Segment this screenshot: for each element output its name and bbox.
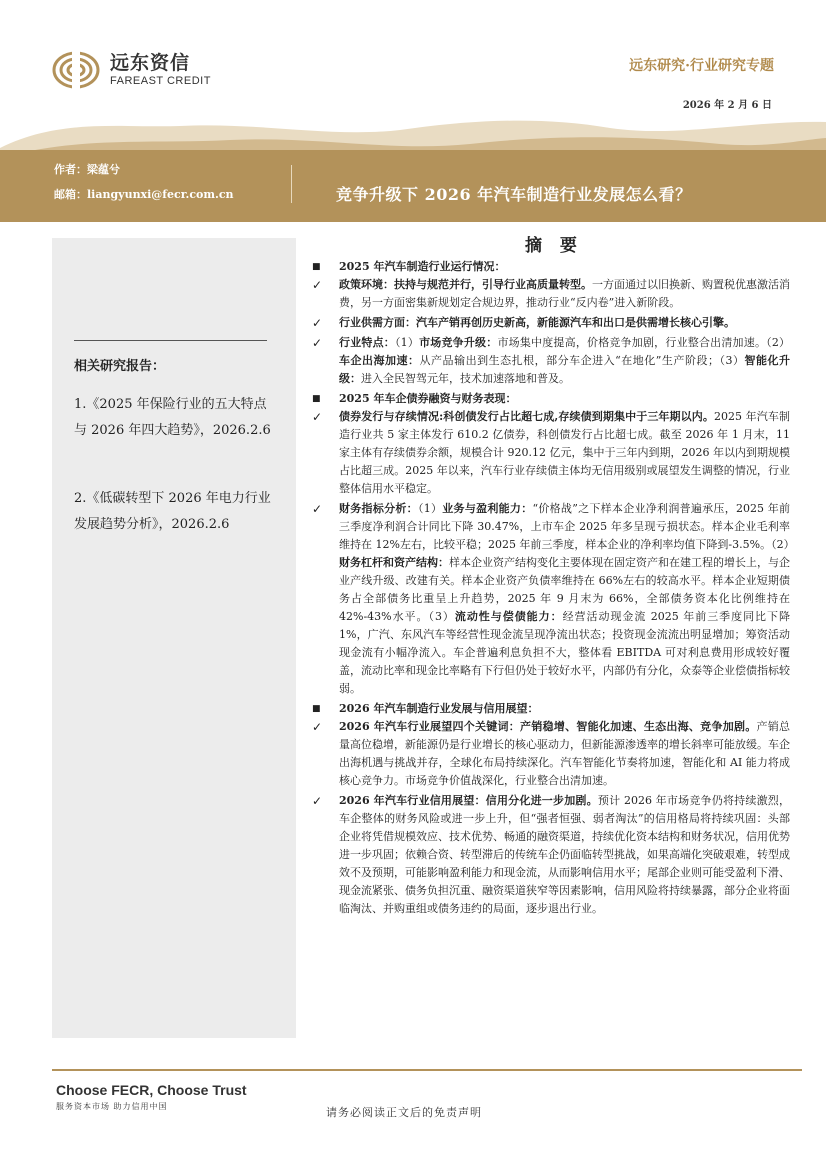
banner-divider bbox=[291, 165, 292, 203]
related-report-2[interactable]: 2.《低碳转型下 2026 年电力行业发展趋势分析》，2026.2.6 bbox=[74, 491, 271, 532]
square-bullet-icon: ■ bbox=[312, 704, 321, 714]
fareast-logo-icon bbox=[52, 50, 104, 90]
logo-english-name: FAREAST CREDIT bbox=[110, 75, 211, 87]
related-reports-title: 相关研究报告： bbox=[74, 359, 166, 374]
section-heading: ■ 2026 年汽车制造行业发展与信用展望： bbox=[312, 700, 790, 718]
summary-title: 摘 要 bbox=[525, 236, 583, 256]
bullet-item: ✓ 行业特点：（1）市场竞争升级：市场集中度提高，价格竞争加剧，行业整合出清加速。（2）车企出海加速：从产品输出到生态扎根，部分车企进入“在地化”生产阶段；（3）智能化升级：进入全民智驾元年，技术加速落地和普及。 bbox=[312, 336, 791, 385]
footer-divider bbox=[52, 1069, 802, 1071]
check-icon: ✓ bbox=[312, 502, 323, 516]
check-icon: ✓ bbox=[312, 316, 323, 330]
bullet-item: ✓ 财务指标分析：（1）业务与盈利能力：“价格战”之下样本企业净利润普遍承压，2025 年前三季度净利润合计同比下降 30.47%，上市车企 2025 年多呈现亏损状态。样本企业毛利率维持在 12%左右，比较平稳；2025 年前三季度，样本企业的净利率均值下降到-3.5%。（2）财务杠杆和资产结构：样本企业资产结构变化主要体现在固定资产和在建工程的增长上，与企业产线升级、改建有关。样本企业资产负债率维持在 66%左右的较高水平。样本企业短期债务占全部债务比重呈上升趋势，2025 年 9 月末为 66%，全部债务资本化比例维持在 42%-43%水平。（3）流动性与偿债能力：经营活动现金流 2025 年前三季度同比下降 1%，广汽、东风汽车等经营性现金流呈现净流出状态；投资现金流流出明显增加；筹资活动现金流有小幅净流入。车企普遍利息负担不大，整体看 EBITDA 可对利息费用形成较好覆盖，流动比率和现金比率略有下行但仍处于较好水平，内部仍有分化，众泰等企业偿债指标较弱。 bbox=[312, 502, 795, 695]
check-icon: ✓ bbox=[312, 278, 323, 292]
section-heading: ■ 2025 年汽车制造行业运行情况： bbox=[312, 258, 790, 276]
bullet-item: ✓ 政策环境：扶持与规范并行，引导行业高质量转型。一方面通过以旧换新、购置税优惠激活消费，另一方面密集新规划定合规边界，推动行业“反内卷”进入新阶段。 bbox=[312, 278, 790, 309]
bullet-item: ✓ 债券发行与存续情况:科创债发行占比超七成,存续债到期集中于三年期以内。2025 年汽车制造行业共 5 家主体发行 610.2 亿债券，科创债发行占比超七成。截至 2026 年 1 月末，11 家主体有存续债券余额，规模合计 920.12 亿元，集中于三年内到期，2026 年以内到期规模占比超三成。2025 年以来，汽车行业存续债主体均无信用级别或展望发生调整的情况，行业整体信用水平稳定。 bbox=[312, 410, 790, 495]
footer-disclaimer: 请务必阅读正文后的免责声明 bbox=[326, 1106, 482, 1119]
report-series: 远东研究·行业研究专题 bbox=[629, 58, 774, 74]
footer-tagline: 服务资本市场 助力信用中国 bbox=[56, 1102, 168, 1111]
bullet-item: ✓ 2026 年汽车行业展望四个关键词：产销稳增、智能化加速、生态出海、竞争加剧。产销总量高位稳增，新能源仍是行业增长的核心驱动力，但新能源渗透率的增长斜率可能放缓。车企出海机遇与挑战并存，全球化布局持续深化。汽车智能化节奏将加速，智能化和 AI 能力将成核心竞争力。市场竞争价值战深化，行业整合出清加速。 bbox=[312, 720, 791, 787]
related-report-1[interactable]: 1.《2025 年保险行业的五大特点与 2026 年四大趋势》，2026.2.6 bbox=[74, 397, 271, 438]
report-title: 竞争升级下 2026 年汽车制造行业发展怎么看？ bbox=[336, 185, 692, 204]
author-name: 梁蕴兮 bbox=[87, 163, 120, 176]
bullet-item: ✓ 2026 年汽车行业信用展望：信用分化进一步加剧。预计 2026 年市场竞争仍将持续激烈，车企整体的财务风险或进一步上升，但“强者恒强、弱者淘汰”的信用格局将持续巩固：头部企业将凭借规模效应、技术优势、畅通的融资渠道，持续优化资本结构和财务状况，信用优势进一步巩固；依赖合资、转型滞后的传统车企仍面临转型挑战，如果高端化突破艰难，转型成效不及预期，可能影响盈利能力和现金流，从而影响信用水平；尾部企业则可能受盈利下滑、现金流紧张、债务负担沉重、融资渠道狭窄等因素影响，信用风险将持续暴露，部分企业将面临淘汰、并购重组或债务违约的局面，逐步退出行业。 bbox=[312, 794, 790, 915]
check-icon: ✓ bbox=[312, 794, 323, 808]
footer-slogan: Choose FECR, Choose Trust bbox=[56, 1082, 247, 1098]
square-bullet-icon: ■ bbox=[312, 394, 321, 404]
sidebar-divider bbox=[74, 340, 267, 341]
check-icon: ✓ bbox=[312, 720, 323, 734]
company-logo bbox=[52, 48, 232, 92]
logo-chinese-name: 远东资信 bbox=[110, 52, 191, 74]
author-line: 作者：梁蕴兮 bbox=[54, 163, 120, 176]
bullet-item: ✓ 行业供需方面：汽车产销再创历史新高，新能源汽车和出口是供需增长核心引擎。 bbox=[312, 316, 735, 330]
check-icon: ✓ bbox=[312, 410, 323, 424]
author-email[interactable]: liangyunxi@fecr.com.cn bbox=[87, 188, 234, 201]
section-heading: ■ 2025 年车企债券融资与财务表现： bbox=[312, 390, 790, 408]
report-date: 2026 年 2 月 6 日 bbox=[682, 100, 772, 111]
email-line: 邮箱：liangyunxi@fecr.com.cn bbox=[54, 188, 234, 201]
square-bullet-icon: ■ bbox=[312, 262, 321, 272]
check-icon: ✓ bbox=[312, 336, 323, 350]
summary-content bbox=[312, 258, 795, 918]
